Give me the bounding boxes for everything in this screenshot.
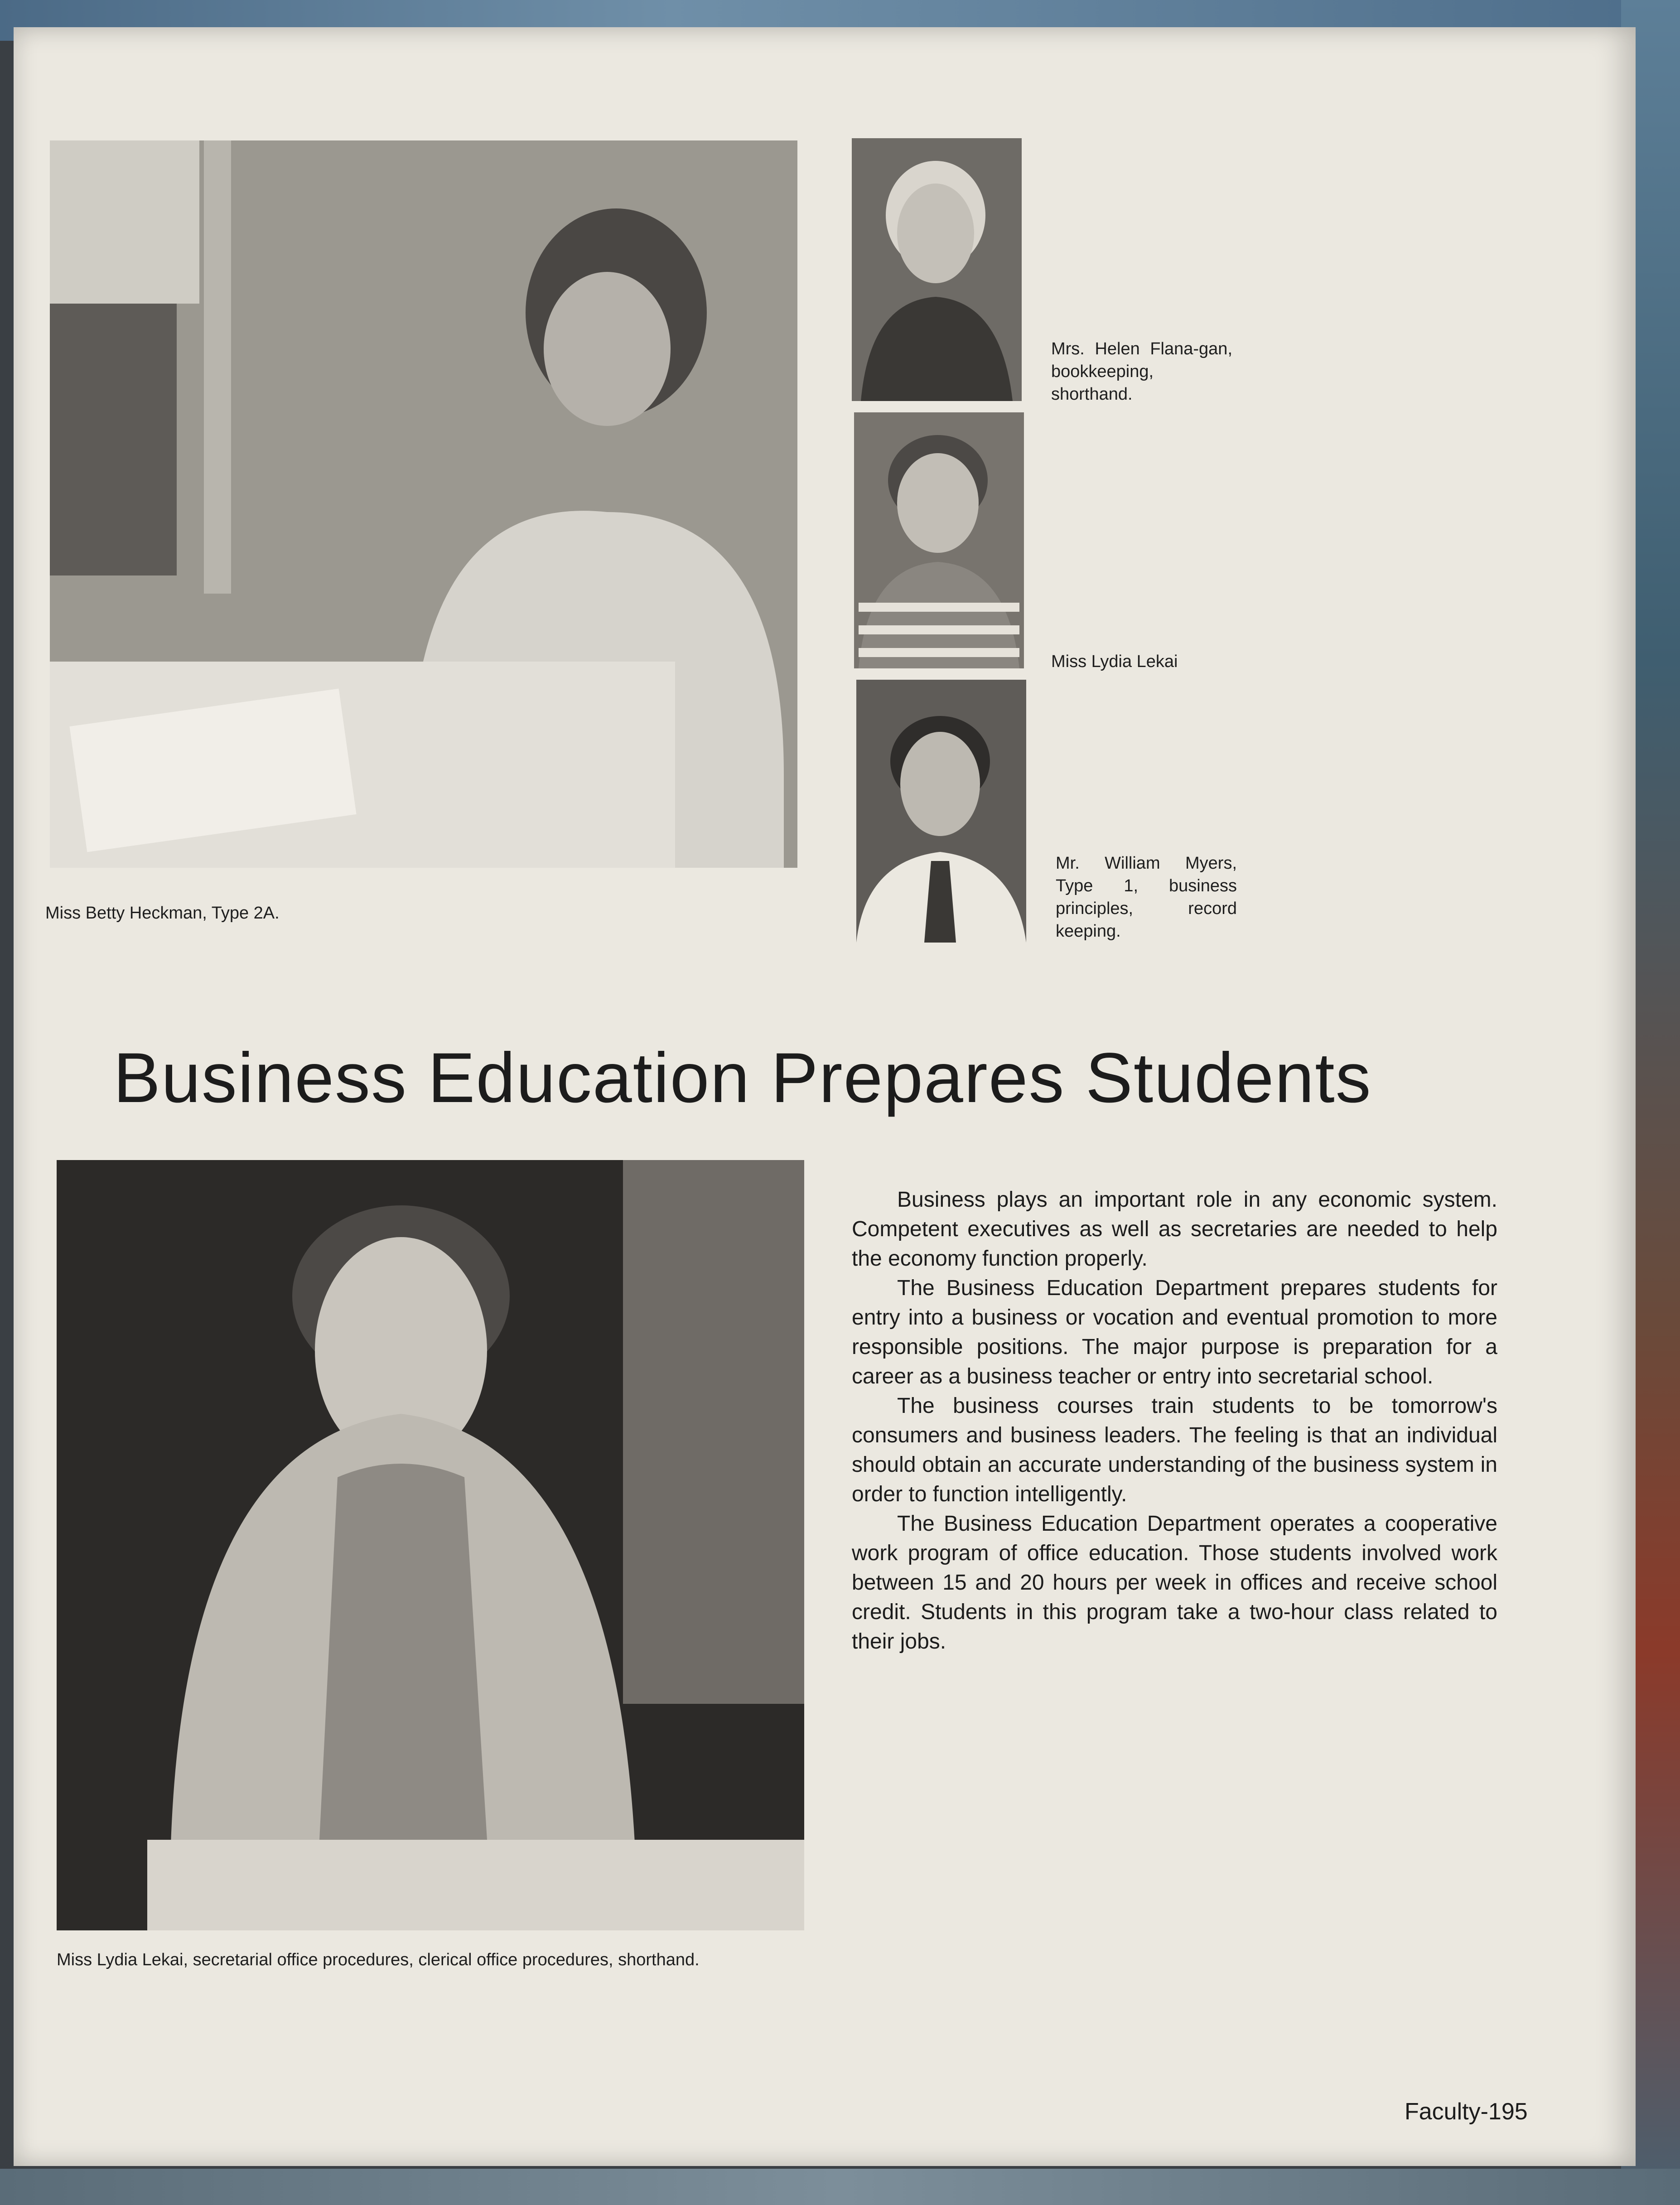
book-cover-bottom [0,2169,1680,2205]
photo-myers [856,680,1026,943]
article-body [852,1185,1497,1656]
photo-heckman [50,140,797,868]
photo-lekai-small [854,412,1024,668]
page-headline: Business Education Prepares Students [113,1039,1372,1117]
page-number: Faculty-195 [1405,2099,1528,2125]
caption-lekai-small: Miss Lydia Lekai [1051,652,1178,671]
photo-lekai-large [57,1160,804,1930]
photo-flanagan [852,138,1022,401]
paragraph: The Business Education Department operates a cooperative work program of office education. Those students involved work between 15 and 20 hours per week in offices and receive school credit. Students in this program take a two-hour class related to their jobs. [852,1512,1497,1654]
caption-flanagan: Mrs. Helen Flana-gan, bookkeeping, shorthand. [1051,339,1232,404]
caption-myers: Mr. William Myers, Type 1, business principles, record keeping. [1056,854,1237,941]
paragraph: The Business Education Department prepares students for entry into a business or vocation and eventual promotion to more responsible positions. The major purpose is preparation for a career as a business teacher or entry into secretarial school. [852,1276,1497,1388]
paragraph: Business plays an important role in any economic system. Competent executives as well as secretaries are needed to help the economy function properly. [852,1188,1497,1271]
paragraph: The business courses train students to be tomorrow's consumers and business leaders. The feeling is that an individual should obtain an accurate understanding of the business system in order to function intelligently. [852,1394,1497,1506]
caption-lekai-large: Miss Lydia Lekai, secretarial office procedures, clerical office procedures, shorthand. [57,1950,700,1969]
yearbook-page [14,27,1636,2166]
caption-heckman: Miss Betty Heckman, Type 2A. [45,904,280,923]
